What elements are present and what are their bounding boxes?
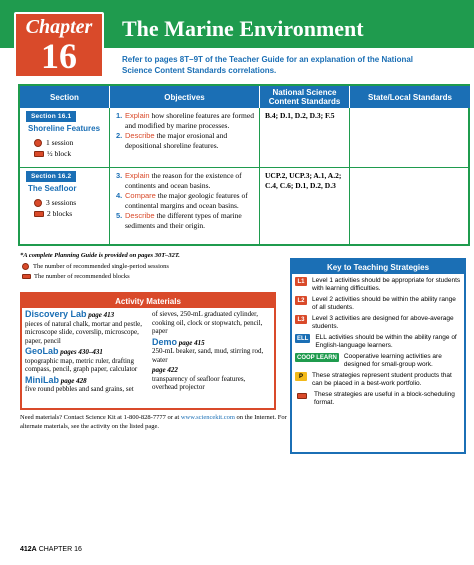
objective-verb: Describe — [125, 211, 155, 220]
session-icon — [22, 263, 29, 270]
section-cell — [20, 168, 110, 244]
lab-page: page 413 — [88, 311, 115, 319]
chapter-word: Chapter — [25, 16, 93, 38]
activity-materials-heading: Activity Materials — [22, 294, 274, 308]
key-description: Level 1 activities should be appropriate for students with learning difficulties. — [312, 277, 461, 292]
session-count — [34, 198, 76, 207]
lab-name: MiniLab — [25, 374, 59, 385]
table-row — [20, 108, 468, 168]
coop-learn-badge: COOP LEARN — [297, 354, 337, 361]
footer-chapter: CHAPTER 16 — [38, 546, 82, 553]
header-national-standards: National Science Content Standards — [260, 86, 350, 108]
block-count — [34, 209, 72, 218]
block-scheduling-icon — [295, 391, 309, 400]
contact-text: Need materials? Contact Science Kit at 1-800-828-7777 or at — [20, 414, 181, 421]
national-standards-text: UCP.2, UCP.3; A.1, A.2; C.4, C.6; D.1, D.2, D.3 — [265, 171, 342, 190]
lab-entry — [152, 338, 272, 365]
lab-materials: topographic map, metric ruler, drafting compass, pencil, graph paper, calculator — [25, 356, 138, 373]
objective-item — [116, 171, 258, 190]
state-standards-cell — [350, 168, 468, 244]
key-item — [295, 277, 463, 293]
activity-column-2 — [152, 310, 272, 394]
page-footer — [20, 546, 82, 553]
lab-entry — [25, 310, 149, 345]
session-label: 3 sessions — [46, 198, 77, 207]
section-tag: Section 16.1 — [26, 111, 76, 122]
legend-blocks-label: The number of recommended blocks — [34, 273, 130, 280]
key-item — [295, 391, 463, 407]
teaching-strategies-key — [290, 258, 466, 454]
block-label: ½ block — [47, 149, 72, 158]
section-name: Shoreline Features — [28, 124, 101, 133]
header-section: Section — [20, 86, 110, 108]
session-icon — [34, 199, 42, 207]
objective-item — [116, 191, 258, 210]
level-badge: L1 — [295, 277, 307, 286]
reference-note: Refer to pages 8T–9T of the Teacher Guide for an explanation of the National Science Content Standards correlations. — [122, 55, 414, 75]
objective-number: 1. — [116, 111, 123, 120]
portfolio-badge: P — [295, 372, 307, 381]
key-description: Level 3 activities are designed for above-average students. — [312, 315, 454, 330]
key-item — [295, 315, 463, 331]
level-badge: L3 — [295, 315, 307, 324]
state-standards-cell — [350, 108, 468, 167]
header-state-standards: State/Local Standards — [350, 86, 470, 108]
lab-entry — [25, 376, 149, 394]
objectives-cell — [110, 108, 260, 167]
objective-text: the major geologic features of continental margins and ocean basins. — [125, 191, 248, 210]
lab-page: page 422 — [152, 366, 178, 374]
planning-table — [18, 84, 470, 246]
objective-text: the reason for the existence of continents and ocean basins. — [125, 171, 242, 190]
national-standards-cell — [260, 108, 350, 167]
key-description: Cooperative learning activities are designed for small-group work. — [343, 353, 442, 368]
objectives-cell — [110, 168, 260, 244]
objective-number: 4. — [116, 191, 123, 200]
lab-name: Discovery Lab — [25, 309, 87, 319]
key-item — [295, 353, 463, 369]
key-description: ELL activities should be within the ability range of English-language learners. — [315, 334, 457, 349]
block-label: 2 blocks — [47, 209, 73, 218]
objective-verb: Explain — [125, 111, 150, 120]
lab-page: page 428 — [60, 376, 87, 385]
session-count — [34, 138, 73, 147]
block-icon — [22, 274, 31, 279]
objective-verb: Describe — [125, 131, 155, 140]
legend-sessions — [22, 263, 169, 270]
activity-materials-box — [20, 292, 276, 410]
session-label: 1 session — [46, 138, 74, 147]
section-tag: Section 16.2 — [26, 171, 76, 182]
lab-materials: 250-mL beaker, sand, mud, stirring rod, water — [152, 347, 264, 364]
section-cell — [20, 108, 110, 167]
lab-name: Demo — [152, 336, 178, 347]
key-description: Level 2 activities should be within the ability range of all students. — [312, 296, 456, 311]
contact-text-end: on the Internet. For alternate materials, see the activity on the listed page. — [20, 414, 287, 430]
key-heading: Key to Teaching Strategies — [292, 260, 464, 274]
key-description: These strategies are useful in a block-scheduling format. — [314, 391, 455, 406]
key-item — [295, 334, 463, 350]
key-description: These strategies represent student products that can be placed in a best-work portfolio. — [312, 372, 452, 387]
ell-badge: ELL — [297, 335, 309, 342]
lab-materials: five round pebbles and sand grains, set — [25, 385, 134, 393]
lab-materials: pieces of natural chalk, mortar and pestle, microscope slide, coverslip, microscope, paper, pencil — [25, 319, 143, 345]
objective-text: the major erosional and depositional shoreline features. — [125, 131, 228, 150]
level-badge: L2 — [295, 296, 307, 305]
lab-entry — [152, 310, 272, 336]
key-item — [295, 372, 463, 388]
chapter-badge — [14, 12, 104, 78]
lab-page: pages 430–431 — [60, 348, 103, 356]
national-standards-text: B.4; D.1, D.2, D.3; F.5 — [265, 111, 335, 120]
objective-verb: Explain — [125, 171, 150, 180]
section-name: The Seafloor — [28, 184, 77, 193]
page-number: 412A — [20, 546, 37, 553]
lab-page: page 415 — [178, 338, 205, 347]
objective-number: 2. — [116, 131, 123, 140]
lab-materials: of sieves, 250-mL graduated cylinder, cooking oil, clock or stopwatch, pencil, paper — [152, 310, 263, 335]
objective-verb: Compare — [125, 191, 156, 200]
chapter-number: 16 — [41, 36, 77, 76]
sciencekit-link[interactable]: www.sciencekit.com — [180, 414, 235, 421]
planning-guide-note: *A complete Planning Guide is provided on pages 30T–32T. — [20, 252, 180, 259]
objective-item — [116, 211, 258, 230]
lab-entry — [152, 366, 272, 392]
lab-name: GeoLab — [25, 346, 59, 356]
block-icon — [34, 151, 44, 157]
objective-text: how shoreline features are formed and modified by marine processes. — [125, 111, 254, 130]
national-standards-cell — [260, 168, 350, 244]
page-title: The Marine Environment — [122, 16, 364, 41]
objective-number: 3. — [116, 171, 123, 180]
objective-item — [116, 111, 258, 130]
legend-sessions-label: The number of recommended single-period sessions — [33, 263, 169, 270]
session-icon — [34, 139, 42, 147]
lab-entry — [25, 347, 149, 374]
page-header — [0, 0, 474, 80]
block-count — [34, 149, 71, 158]
objective-number: 5. — [116, 211, 123, 220]
activity-column-1 — [25, 310, 149, 396]
header-objectives: Objectives — [110, 86, 260, 108]
key-item — [295, 296, 463, 312]
objective-text: the different types of marine sediments and their origin. — [125, 211, 242, 230]
lab-materials: transparency of seafloor features, overhead projector — [152, 374, 246, 391]
objective-item — [116, 131, 258, 150]
table-row — [20, 168, 468, 244]
materials-contact-note — [20, 414, 290, 431]
block-icon — [34, 211, 44, 217]
legend-blocks — [22, 273, 130, 280]
